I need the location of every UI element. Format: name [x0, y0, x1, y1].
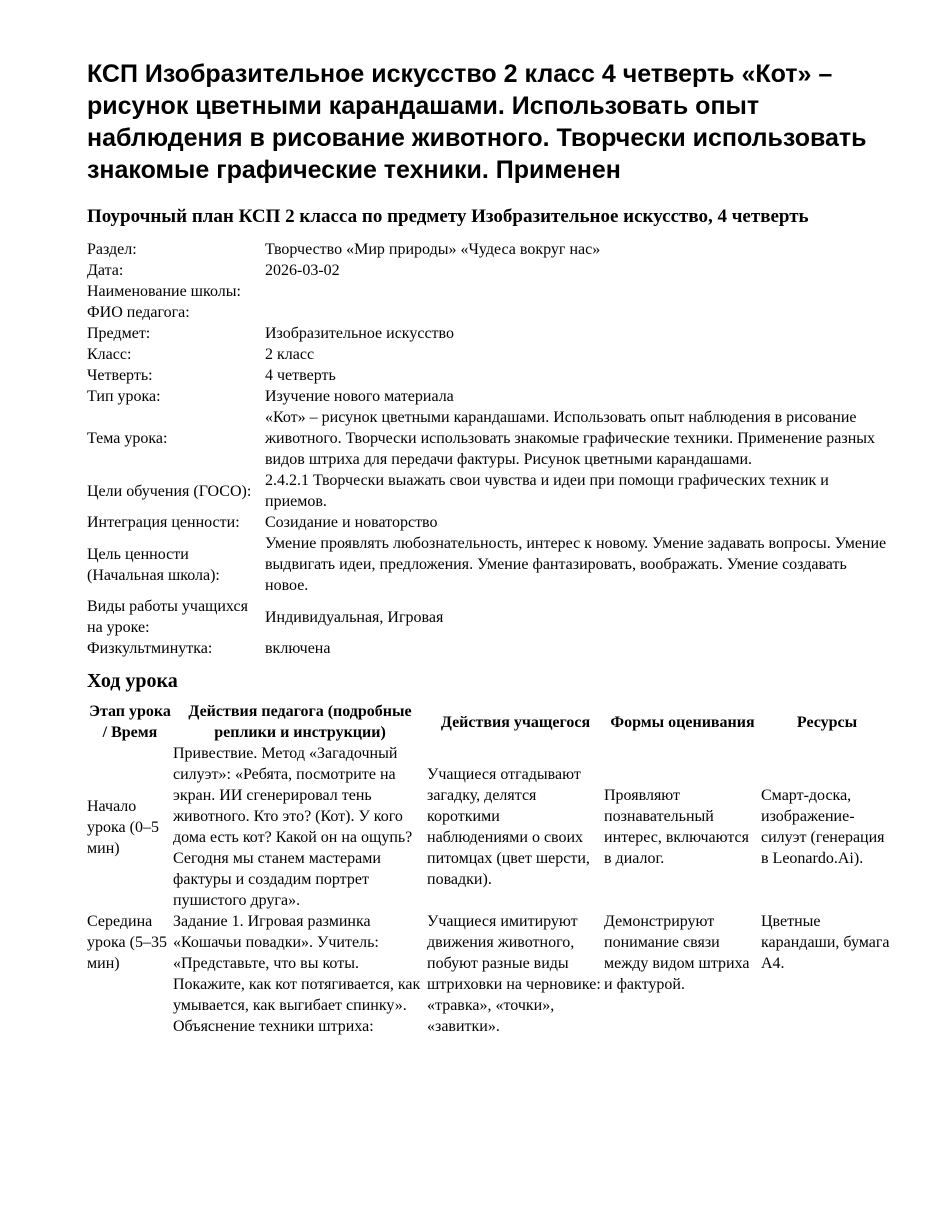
header-assessment: Формы оценивания	[610, 713, 755, 731]
header-teacher-actions: Действия педагога (подробные реплики и инструкции)	[188, 703, 412, 741]
table-row	[87, 911, 893, 1037]
header-resources: Ресурсы	[796, 713, 858, 731]
table-header-row	[87, 701, 893, 743]
info-row-type	[87, 386, 893, 407]
info-value: «Кот» – рисунок цветными карандашами. Использовать опыт наблюдения в рисование животного. Творчески использовать знакомые графические техники. Применение разных видов штриха для передачи фактуры. Рисунок цветными карандашами.	[265, 409, 876, 468]
cell-teacher-actions: Привествие. Метод «Загадочный силуэт»: «Ребята, посмотрите на экран. ИИ сгенерировал тень животного. Кто это? (Кот). У кого дома есть кот? Какой он на ощупь? Сегодня мы станем мастерами фактуры и создадим портрет пушистого друга».	[173, 745, 413, 909]
info-row-grade	[87, 344, 893, 365]
info-row-razdel	[87, 239, 893, 260]
header-student-actions: Действия учащегося	[440, 713, 591, 731]
info-row-school	[87, 281, 893, 302]
info-value	[265, 302, 893, 323]
info-row-topic	[87, 407, 893, 470]
info-row-quarter	[87, 365, 893, 386]
cell-assessment: Проявляют познавательный интерес, включаются в диалог.	[604, 787, 750, 867]
document-page	[87, 58, 893, 1037]
table-row	[87, 743, 893, 911]
document-title: КСП Изобразительное искусство 2 класс 4 четверть «Кот» – рисунок цветными карандашами. Использовать опыт наблюдения в рисование животного. Творчески использовать знакомые графические техники. Применен	[87, 60, 867, 184]
cell-resources: Цветные карандаши, бумага А4.	[761, 913, 890, 972]
document-subtitle: Поурочный план КСП 2 класса по предмету Изобразительное искусство, 4 четверть	[87, 206, 809, 227]
info-label: Четверть:	[87, 367, 153, 384]
info-label: ФИО педагога:	[87, 304, 190, 321]
info-row-date	[87, 260, 893, 281]
cell-stage: Начало урока (0–5 мин)	[87, 797, 159, 857]
info-label: Тема урока:	[87, 430, 168, 447]
cell-student-actions: Учащиеся отгадывают загадку, делятся короткими наблюдениями о своих питомцах (цвет шерсти, повадки).	[427, 766, 590, 888]
info-value: 2.4.2.1 Творчески выажать свои чувства и идеи при помощи графических техник и приемов.	[265, 472, 829, 510]
info-label: Тип урока:	[87, 388, 161, 405]
info-value: Творчество «Мир природы» «Чудеса вокруг нас»	[265, 241, 601, 258]
info-label: Дата:	[87, 262, 124, 279]
lesson-info-table	[87, 239, 893, 659]
info-value: 2026-03-02	[265, 262, 340, 279]
cell-student-actions: Учащиеся имитируют движения животного, побуют разные виды штриховки на черновике: «травка», «точки», «завитки».	[427, 913, 601, 1035]
info-value: Умение проявлять любознательность, интерес к новому. Умение задавать вопросы. Умение выдвигать идеи, предложения. Умение фантазировать, воображать. Умение создавать новое.	[265, 535, 887, 594]
info-label: Предмет:	[87, 325, 151, 342]
info-value: 2 класс	[265, 346, 315, 363]
info-value: Изобразительное искусство	[265, 325, 454, 342]
lesson-flow-table	[87, 701, 893, 1037]
info-value: включена	[265, 640, 331, 657]
info-label: Раздел:	[87, 241, 137, 258]
header-stage: Этап урока / Время	[89, 703, 171, 741]
cell-stage: Середина урока (5–35 мин)	[87, 913, 167, 972]
cell-assessment: Демонстрируют понимание связи между видом штриха и фактурой.	[604, 913, 750, 993]
info-value: 4 четверть	[265, 367, 336, 384]
info-value: Созидание и новаторство	[265, 514, 438, 531]
info-label: Физкультминутка:	[87, 640, 213, 657]
info-row-integration	[87, 512, 893, 533]
cell-teacher-actions: Задание 1. Игровая разминка «Кошачьи повадки». Учитель: «Представьте, что вы коты. Покажите, как кот потягивается, как умывается, как выгибает спинку». Объяснение техники штриха:	[173, 913, 421, 1035]
lesson-flow-heading: Ход урока	[87, 670, 178, 692]
info-label: Виды работы учащихся на уроке:	[87, 598, 248, 636]
info-row-fizminutka	[87, 638, 893, 659]
info-label: Интеграция ценности:	[87, 514, 240, 531]
info-label: Цели обучения (ГОСО):	[87, 482, 252, 500]
info-row-goals	[87, 470, 893, 512]
info-row-subject	[87, 323, 893, 344]
cell-resources: Смарт-доска, изображение-силуэт (генерация в Leonardo.Ai).	[761, 787, 885, 867]
info-value: Индивидуальная, Игровая	[265, 608, 444, 626]
info-label: Наименование школы:	[87, 283, 241, 300]
info-row-teacher	[87, 302, 893, 323]
info-value: Изучение нового материала	[265, 388, 454, 405]
info-row-work-types	[87, 596, 893, 638]
info-value	[265, 281, 893, 302]
info-label: Цель ценности (Начальная школа):	[87, 545, 220, 584]
info-label: Класс:	[87, 346, 132, 363]
info-row-value-goal	[87, 533, 893, 596]
